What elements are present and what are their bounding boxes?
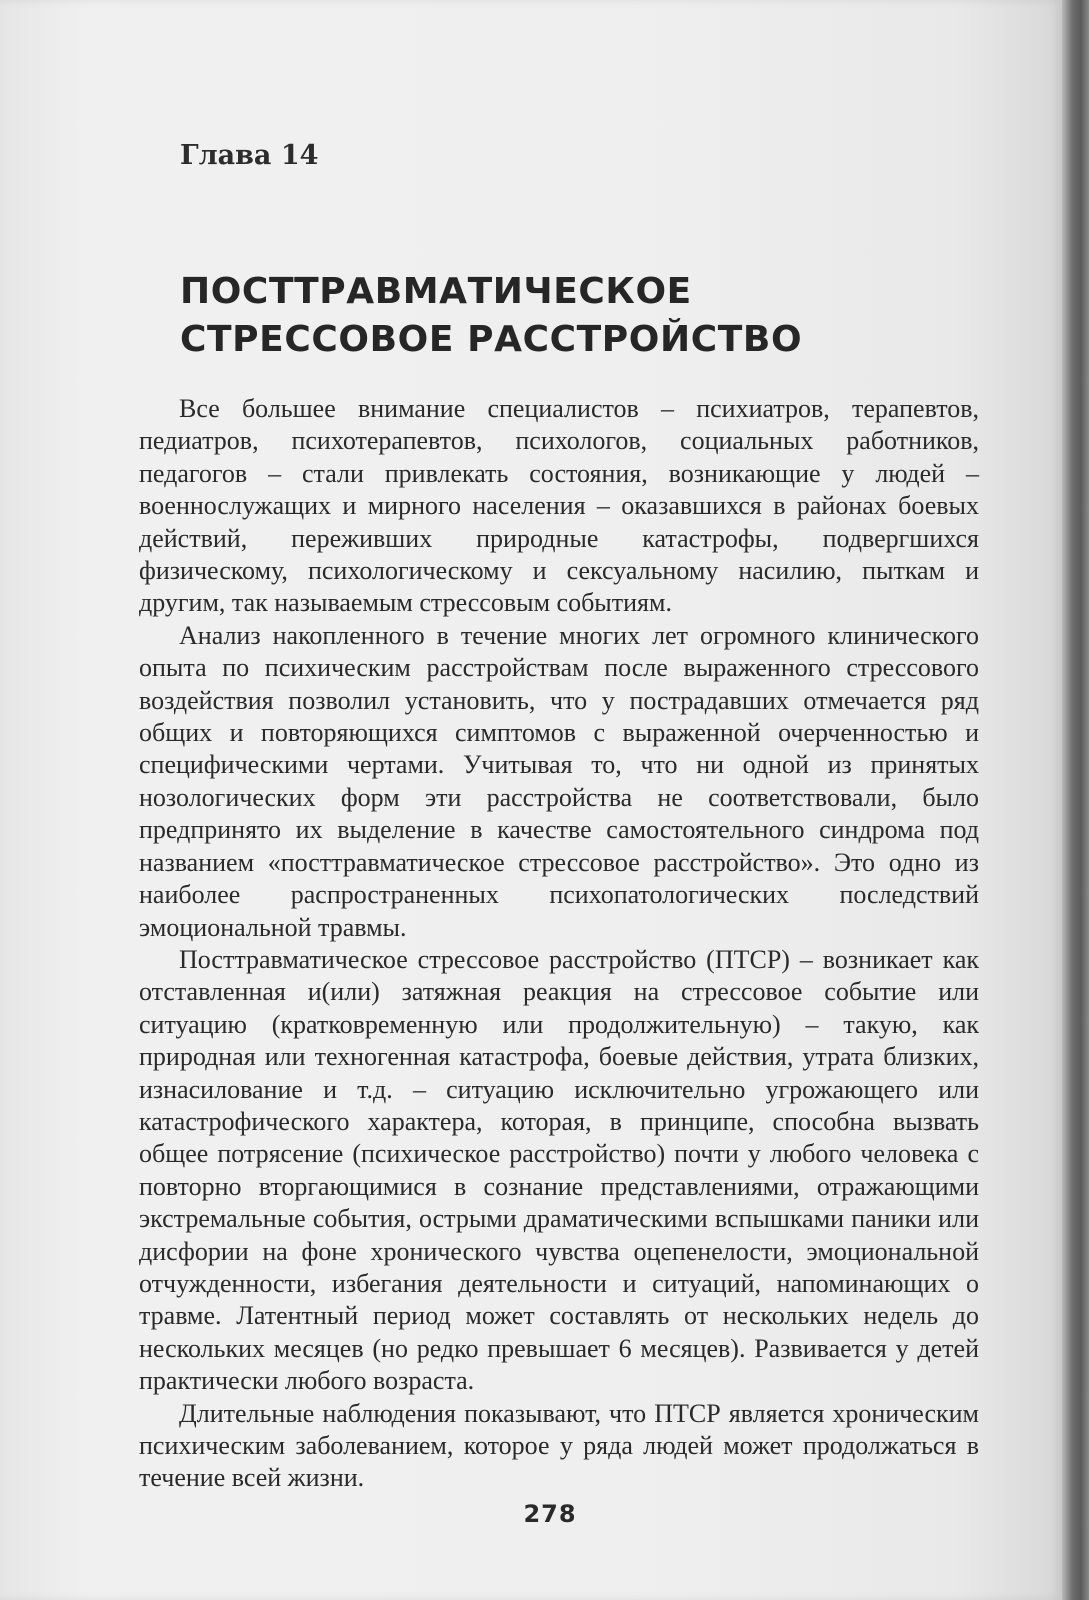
chapter-label: Глава 14 <box>180 140 319 171</box>
paragraph-3: Посттравматическое стрессовое расстройство (ПТСР) – возникает как отставленная и(или) затяжная реакция на стрессовое событие или ситуацию (кратковременную или продолжительную) – такую, как природная или техногенная катастрофа, боевые действия, утрата близких, изнасилование и т.д. – ситуацию исключительно угрожающего или катастрофического характера, которая, в принципе, способна вызвать общее потрясение (психическое расстройство) почти у любого человека с повторно вторгающимися в сознание представлениями, отражающими экстремальные события, острыми драматическими вспышками паники или дисфории на фоне хронического чувства оцепенелости, эмоциональной отчужденности, избегания деятельности и ситуаций, напоминающих о травме. Латентный период может составлять от нескольких недель до нескольких месяцев (но редко превышает 6 месяцев). Развивается у детей практически любого возраста. <box>139 944 979 1396</box>
page-number: 278 <box>523 1500 577 1528</box>
chapter-title <box>180 268 980 364</box>
body-text <box>139 393 979 1495</box>
paragraph-1: Все большее внимание специалистов – психиатров, терапевтов, педиатров, психотерапевтов, психологов, социальных работников, педагогов – стали привлекать состояния, возникающие у людей – военнослужащих и мирного населения – оказавшихся в районах боевых действий, переживших природные катастрофы, подвергшихся физическому, психологическому и сексуальному насилию, пыткам и другим, так называемым стрессовым событиям. <box>139 394 979 618</box>
book-spine <box>1062 0 1089 1600</box>
paragraph-4: Длительные наблюдения показывают, что ПТСР является хроническим психическим заболеванием, которое у ряда людей может продолжаться в течение всей жизни. <box>139 1398 979 1493</box>
chapter-title-line-1: ПОСТТРАВМАТИЧЕСКОЕ <box>180 271 692 312</box>
chapter-title-line-2: СТРЕССОВОЕ РАССТРОЙСТВО <box>180 319 803 360</box>
paragraph-2: Анализ накопленного в течение многих лет огромного клинического опыта по психическим расстройствам после выраженного стрессового воздействия позволил установить, что у пострадавших отмечается ряд общих и повторяющихся симптомов с выраженной очерченностью и специфическими чертами. Учитывая то, что ни одной из принятых нозологических форм эти расстройства не соответствовали, было предпринято их выделение в качестве самостоятельного синдрома под названием «посттравматическое стрессовое расстройство». Это одно из наиболее распространенных психопатологических последствий эмоциональной травмы. <box>139 620 979 942</box>
